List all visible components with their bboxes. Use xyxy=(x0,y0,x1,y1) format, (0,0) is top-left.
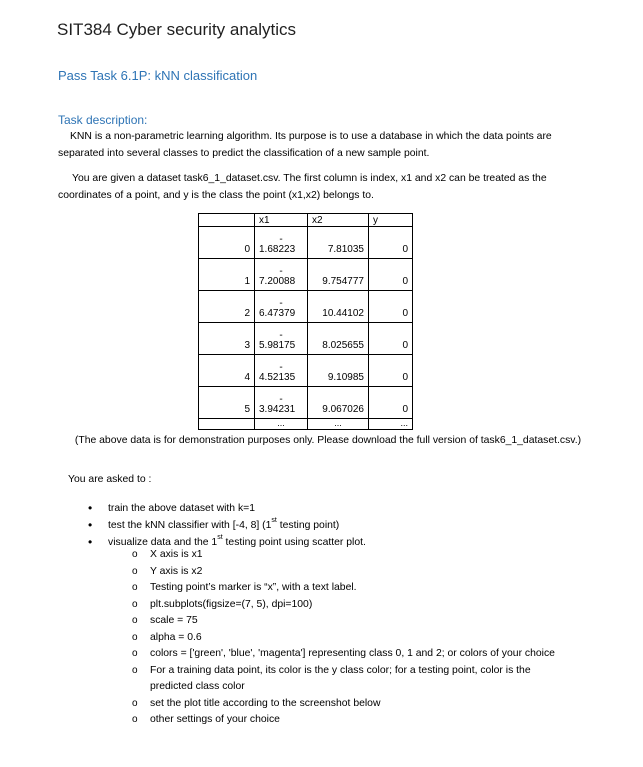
minus-sign: - xyxy=(279,298,283,309)
cell-x2: 9.067026 xyxy=(308,387,369,419)
cell-x1 xyxy=(255,387,308,419)
demo-data-note: (The above data is for demonstration purposes only. Please download the full version of task6_1_dataset.csv.) xyxy=(74,435,582,446)
minus-sign: - xyxy=(279,266,283,277)
cell-x2: 8.025655 xyxy=(308,323,369,355)
list-item: o other settings of your choice xyxy=(132,712,572,729)
bullet-text: testing point) xyxy=(276,520,340,531)
instructions-intro: You are asked to : xyxy=(68,474,152,485)
cell-x1-value: 4.52135 xyxy=(259,372,296,383)
list-item: o Testing point’s marker is “x”, with a text label. xyxy=(132,580,572,597)
cell-y: 0 xyxy=(369,355,413,387)
instructions-list xyxy=(88,500,366,551)
minus-sign: - xyxy=(279,394,283,405)
cell-x2: 9.10985 xyxy=(308,355,369,387)
ellipsis-cell: ... xyxy=(308,419,369,430)
dataset-paragraph: You are given a dataset task6_1_dataset.csv. The first column is index, x1 and x2 can be treated as the coordinates of a point, and y is the class the point (x1,x2) belongs to. xyxy=(58,173,547,201)
header-index xyxy=(199,214,255,227)
list-item: o X axis is x1 xyxy=(132,547,572,564)
cell-y: 0 xyxy=(369,387,413,419)
bullet-text: train the above dataset with k=1 xyxy=(108,503,256,514)
intro-paragraph: KNN is a non-parametric learning algorithm. Its purpose is to use a database in which the data points are separated into several classes to predict the classification of a new sample point. xyxy=(58,131,552,159)
cell-x1 xyxy=(255,227,308,259)
table-row xyxy=(199,387,413,419)
bullet-text: test the kNN classifier with [-4, 8] (1 xyxy=(108,520,272,531)
header-x1: x1 xyxy=(255,214,308,227)
cell-index: 3 xyxy=(199,323,255,355)
cell-x1-value: 3.94231 xyxy=(259,404,296,415)
table-row xyxy=(199,259,413,291)
table-header-row xyxy=(199,214,413,227)
cell-x1 xyxy=(255,355,308,387)
list-item: o scale = 75 xyxy=(132,613,572,630)
bullet-text: testing point using scatter plot. xyxy=(222,537,366,548)
cell-index: 2 xyxy=(199,291,255,323)
cell-y: 0 xyxy=(369,323,413,355)
ellipsis-cell xyxy=(199,419,255,430)
cell-x2: 7.81035 xyxy=(308,227,369,259)
list-item xyxy=(88,500,366,517)
cell-x1-value: 6.47379 xyxy=(259,308,296,319)
list-item: o colors = ['green', 'blue', 'magenta'] representing class 0, 1 and 2; or colors of your choice xyxy=(132,646,572,663)
cell-index: 4 xyxy=(199,355,255,387)
header-y: y xyxy=(369,214,413,227)
cell-x1 xyxy=(255,259,308,291)
list-item: o set the plot title according to the screenshot below xyxy=(132,696,572,713)
bullet-text: visualize data and the 1 xyxy=(108,537,218,548)
cell-x2: 9.754777 xyxy=(308,259,369,291)
task-title: Pass Task 6.1P: kNN classification xyxy=(58,68,258,83)
plot-settings-list xyxy=(132,547,572,729)
minus-sign: - xyxy=(279,234,283,245)
table-row xyxy=(199,323,413,355)
table-row xyxy=(199,355,413,387)
ellipsis-cell: ... xyxy=(255,419,308,430)
table-ellipsis-row xyxy=(199,419,413,430)
list-item: o For a training data point, its color is the y class color; for a testing point, color is the predicted class color xyxy=(132,663,572,696)
ordinal-superscript: st xyxy=(217,534,223,541)
cell-index: 0 xyxy=(199,227,255,259)
cell-index: 5 xyxy=(199,387,255,419)
minus-sign: - xyxy=(279,362,283,373)
cell-index: 1 xyxy=(199,259,255,291)
list-item: o plt.subplots(figsize=(7, 5), dpi=100) xyxy=(132,597,572,614)
cell-y: 0 xyxy=(369,291,413,323)
cell-x2: 10.44102 xyxy=(308,291,369,323)
ellipsis-cell: ... xyxy=(369,419,413,430)
cell-x1-value: 1.68223 xyxy=(259,244,296,255)
cell-y: 0 xyxy=(369,227,413,259)
task-description-heading: Task description: xyxy=(58,113,148,127)
cell-x1-value: 7.20088 xyxy=(259,276,296,287)
ordinal-superscript: st xyxy=(271,517,277,524)
list-item: o alpha = 0.6 xyxy=(132,630,572,647)
cell-x1 xyxy=(255,291,308,323)
cell-y: 0 xyxy=(369,259,413,291)
table-row xyxy=(199,291,413,323)
cell-x1-value: 5.98175 xyxy=(259,340,296,351)
cell-x1 xyxy=(255,323,308,355)
table-row xyxy=(199,227,413,259)
document-title: SIT384 Cyber security analytics xyxy=(57,20,297,39)
minus-sign: - xyxy=(279,330,283,341)
dataset-table xyxy=(198,213,413,430)
list-item xyxy=(88,517,366,534)
list-item: o Y axis is x2 xyxy=(132,564,572,581)
header-x2: x2 xyxy=(308,214,369,227)
